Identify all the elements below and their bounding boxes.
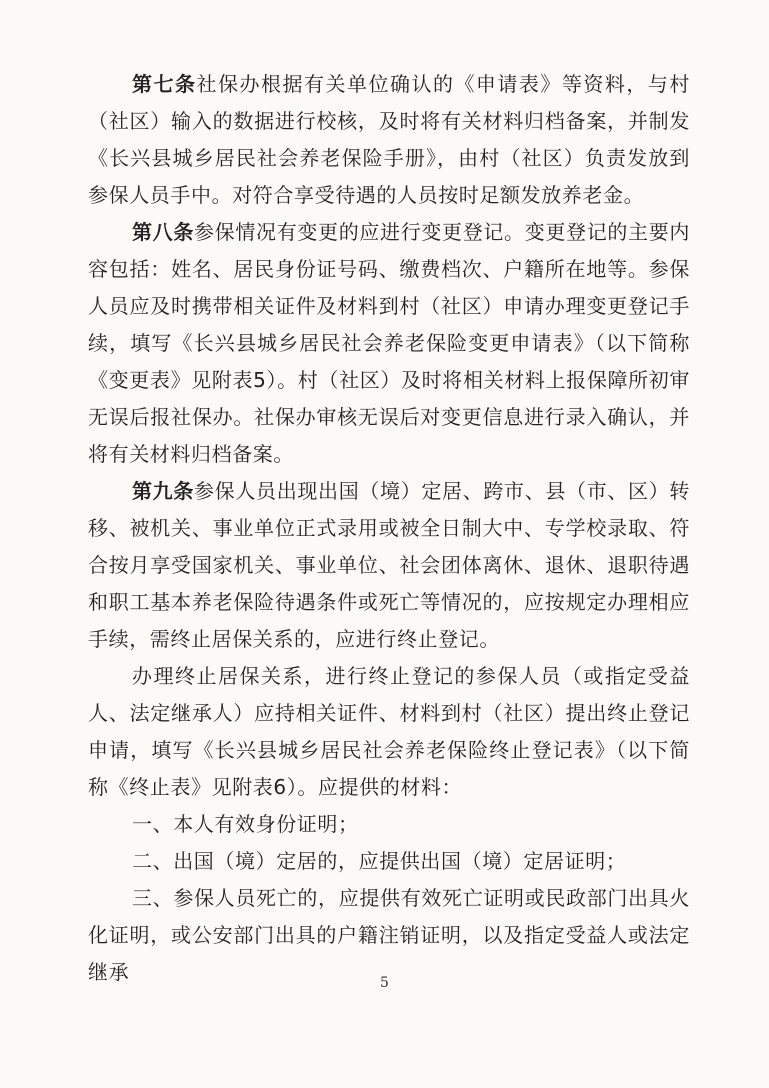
article-9-text: 参保人员出现出国（境）定居、跨市、县（市、区）转移、被机关、事业单位正式录用或被全日制大中、专学校录取、符合按月享受国家机关、事业单位、社会团体离休、退休、退职待遇和职工基本养老保险待遇条件或死亡等情况的，应按规定办理相应手续，需终止居保关系的，应进行终止登记。 bbox=[88, 479, 690, 651]
page-number: 5 bbox=[380, 975, 389, 991]
article-7-label: 第七条 bbox=[132, 72, 197, 96]
article-7-text: 社保办根据有关单位确认的《申请表》等资料，与村（社区）输入的数据进行校核，及时将有关材料归档备案，并制发《长兴县城乡居民社会养老保险手册》，由村（社区）负责发放到参保人员手中。对符合享受待遇的人员按时足额发放养老金。 bbox=[88, 72, 690, 207]
article-9-label: 第九条 bbox=[132, 479, 195, 503]
article-8-paragraph bbox=[88, 214, 690, 473]
article-7-paragraph bbox=[88, 66, 690, 214]
article-9-paragraph bbox=[88, 473, 690, 658]
material-item-3: 三、参保人员死亡的，应提供有效死亡证明或民政部门出具火化证明，或公安部门出具的户籍注销证明，以及指定受益人或法定继承 bbox=[88, 886, 690, 984]
termination-paragraph: 办理终止居保关系，进行终止登记的参保人员（或指定受益人、法定继承人）应持相关证件、材料到村（社区）提出终止登记申请，填写《长兴县城乡居民社会养老保险终止登记表》（以下简称《终止表》见附表6）。应提供的材料： bbox=[88, 664, 690, 799]
document-body bbox=[88, 66, 690, 991]
article-8-text: 参保情况有变更的应进行变更登记。变更登记的主要内容包括：姓名、居民身份证号码、缴费档次、户籍所在地等。参保人员应及时携带相关证件及材料到村（社区）申请办理变更登记手续，填写《长兴县城乡居民社会养老保险变更申请表》（以下简称《变更表》见附表5）。村（社区）及时将相关材料上报保障所初审无误后报社保办。社保办审核无误后对变更信息进行录入确认，并将有关材料归档备案。 bbox=[88, 220, 690, 466]
material-item-2: 二、出国（境）定居的，应提供出国（境）定居证明； bbox=[132, 849, 627, 873]
article-8-label: 第八条 bbox=[132, 220, 195, 244]
material-item-1: 一、本人有效身份证明； bbox=[132, 812, 359, 836]
